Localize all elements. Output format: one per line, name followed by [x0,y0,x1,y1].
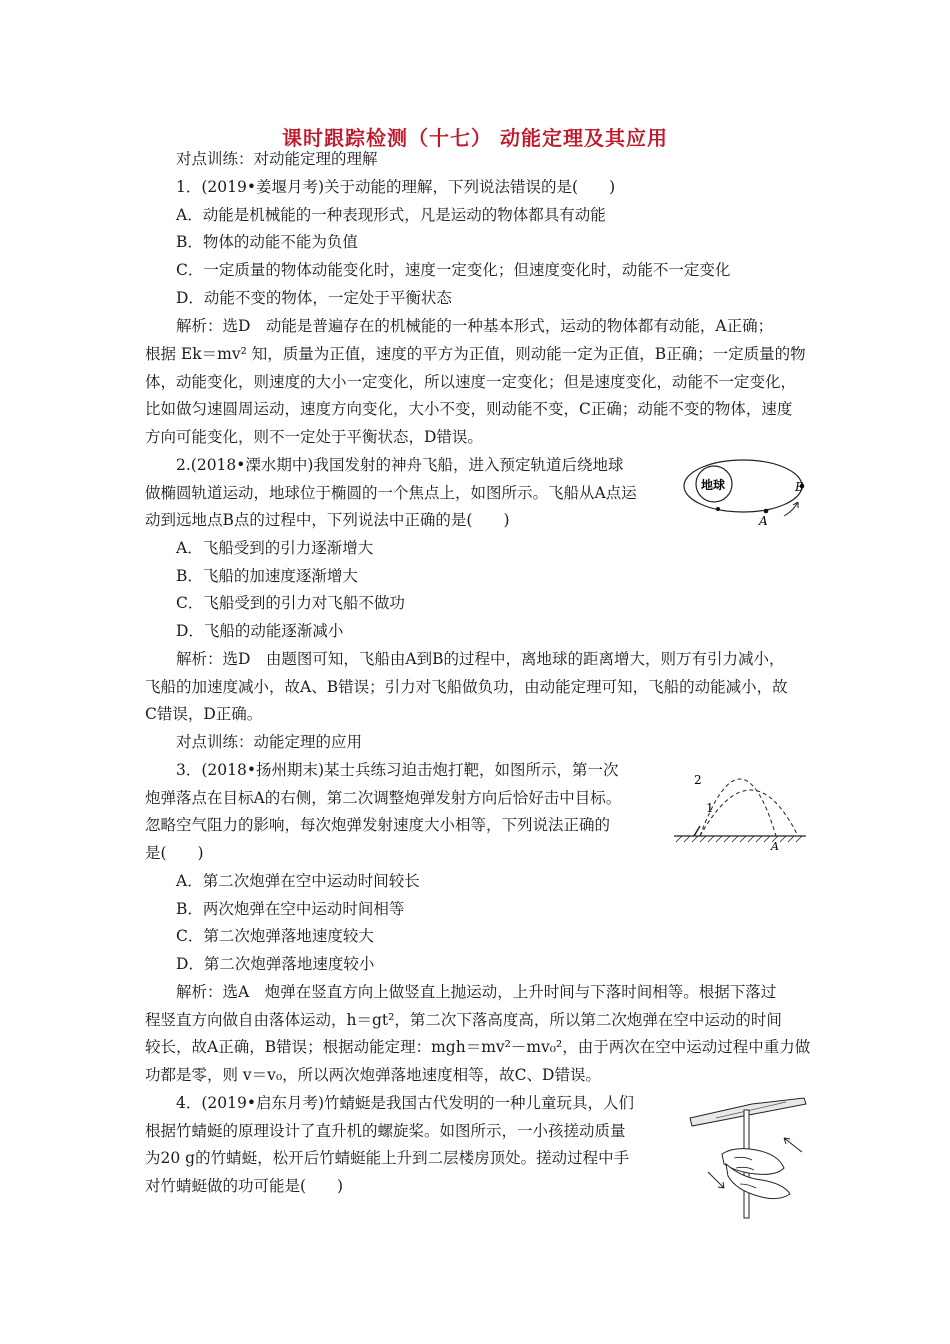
question-1-option-b: B．物体的动能不能为负值 [176,233,358,251]
question-3-answer-line: 功都是零，则 v＝v₀，所以两次炮弹落地速度相等，故C、D错误。 [145,1066,601,1084]
target-a-label: A [771,840,779,852]
question-3-stem-line: 3．(2018•扬州期末)某士兵练习迫击炮打靶，如图所示，第一次 [176,761,619,779]
question-2-option-b: B．飞船的加速度逐渐增大 [176,567,358,585]
question-3-option-a: A．第二次炮弹在空中运动时间较长 [176,872,420,890]
question-2-answer-line: 解析：选D 由题图可知，飞船由A到B的过程中，离地球的距离增大，则万有引力减小， [176,650,785,668]
bamboo-dragonfly-illustration [686,1096,814,1220]
question-3-stem-line: 炮弹落点在目标A的右侧，第二次调整炮弹发射方向后恰好击中目标。 [145,789,622,807]
section-heading: 对点训练：动能定理的应用 [176,733,363,751]
question-1-stem: 1．(2019•姜堰月考)关于动能的理解，下列说法错误的是( ) [176,178,616,196]
question-1-option-d: D．动能不变的物体，一定处于平衡状态 [176,289,452,307]
question-1-answer-line: 方向可能变化，则不一定处于平衡状态，D错误。 [145,428,483,446]
question-2-stem-line: 做椭圆轨道运动，地球位于椭圆的一个焦点上，如图所示。飞船从A点运 [145,484,637,502]
direction-arrow-head [793,502,798,508]
question-3-answer-line: 解析：选A 炮弹在竖直方向上做竖直上抛运动，上升时间与下落时间相等。根据下落过 [176,983,777,1001]
trajectory-2-label: 2 [694,773,702,787]
section-heading: 对点训练：对动能定理的理解 [176,150,378,168]
question-3-option-c: C．第二次炮弹落地速度较大 [176,927,374,945]
question-3-stem-line: 是( ) [145,844,204,862]
trajectory-1-label: 1 [706,801,714,815]
question-1-answer-line: 比如做匀速圆周运动，速度方向变化，大小不变，则动能不变，C正确；动能不变的物体，速度 [145,400,793,418]
question-3-answer-line: 较长，故A正确，B错误；根据动能定理：mgh＝mv²－mv₀²，由于两次在空中运动过程中重力做 [145,1038,811,1056]
trajectory-1 [700,790,798,836]
orbit-marker-dot [716,507,720,511]
question-2-answer-line: 飞船的加速度减小，故A、B错误；引力对飞船做负功，由动能定理可知，飞船的动能减小，故 [145,678,788,696]
question-1-answer-line: 解析：选D 动能是普遍存在的机械能的一种基本形式，运动的物体都有动能，A正确； [176,317,774,335]
question-4-stem-line: 4．(2019•启东月考)竹蜻蜓是我国古代发明的一种儿童玩具，人们 [176,1094,635,1112]
question-2-answer-line: C错误，D正确。 [145,705,263,723]
question-1-option-c: C．一定质量的物体动能变化时，速度一定变化；但速度变化时，动能不一定变化 [176,261,731,279]
point-b-label: B [795,480,804,494]
question-3-option-b: B．两次炮弹在空中运动时间相等 [176,900,405,918]
question-2-stem-line: 动到远地点B点的过程中，下列说法中正确的是( ) [145,511,510,529]
question-4-stem-line: 为20 g的竹蜻蜓，松开后竹蜻蜓能上升到二层楼房顶处。搓动过程中手 [145,1149,630,1167]
question-2-stem-line: 2.(2018•溧水期中)我国发射的神舟飞船，进入预定轨道后绕地球 [176,456,624,474]
orbit-diagram [680,456,810,532]
earth-label: 地球 [701,478,726,492]
question-2-option-c: C．飞船受到的引力对飞船不做功 [176,594,405,612]
question-4-stem-line: 对竹蜻蜓做的功可能是( ) [145,1177,344,1195]
question-1-answer-line: 体，动能变化，则速度的大小一定变化，所以速度一定变化；但是速度变化，动能不一定变化， [145,373,797,391]
question-1-answer-line: 根据 Ek＝mv² 知，质量为正值，速度的平方为正值，则动能一定为正值，B正确；一定质量的物 [145,345,806,363]
ground-hatching [676,836,802,842]
question-4-stem-line: 根据竹蜻蜓的原理设计了直升机的螺旋桨。如图所示，一小孩搓动质量 [145,1122,626,1140]
question-3-stem-line: 忽略空气阻力的影响，每次炮弹发射速度大小相等，下列说法正确的 [145,816,611,834]
question-3-option-d: D．第二次炮弹落地速度较小 [176,955,375,973]
motion-arrow-down [708,1172,724,1188]
question-1-option-a: A．动能是机械能的一种表现形式，凡是运动的物体都具有动能 [176,206,606,224]
page-title: 课时跟踪检测（十七） 动能定理及其应用 [282,126,668,150]
question-3-answer-line: 程竖直方向做自由落体运动，h＝gt²，第二次下落高度高，所以第二次炮弹在空中运动的时间 [145,1011,782,1029]
trajectory-diagram [670,756,810,852]
question-2-option-a: A．飞船受到的引力逐渐增大 [176,539,374,557]
question-2-option-d: D．飞船的动能逐渐减小 [176,622,344,640]
point-a-dot [764,509,769,514]
mortar [694,826,700,836]
motion-arrow-up [784,1138,802,1152]
point-a-label: A [759,514,768,528]
